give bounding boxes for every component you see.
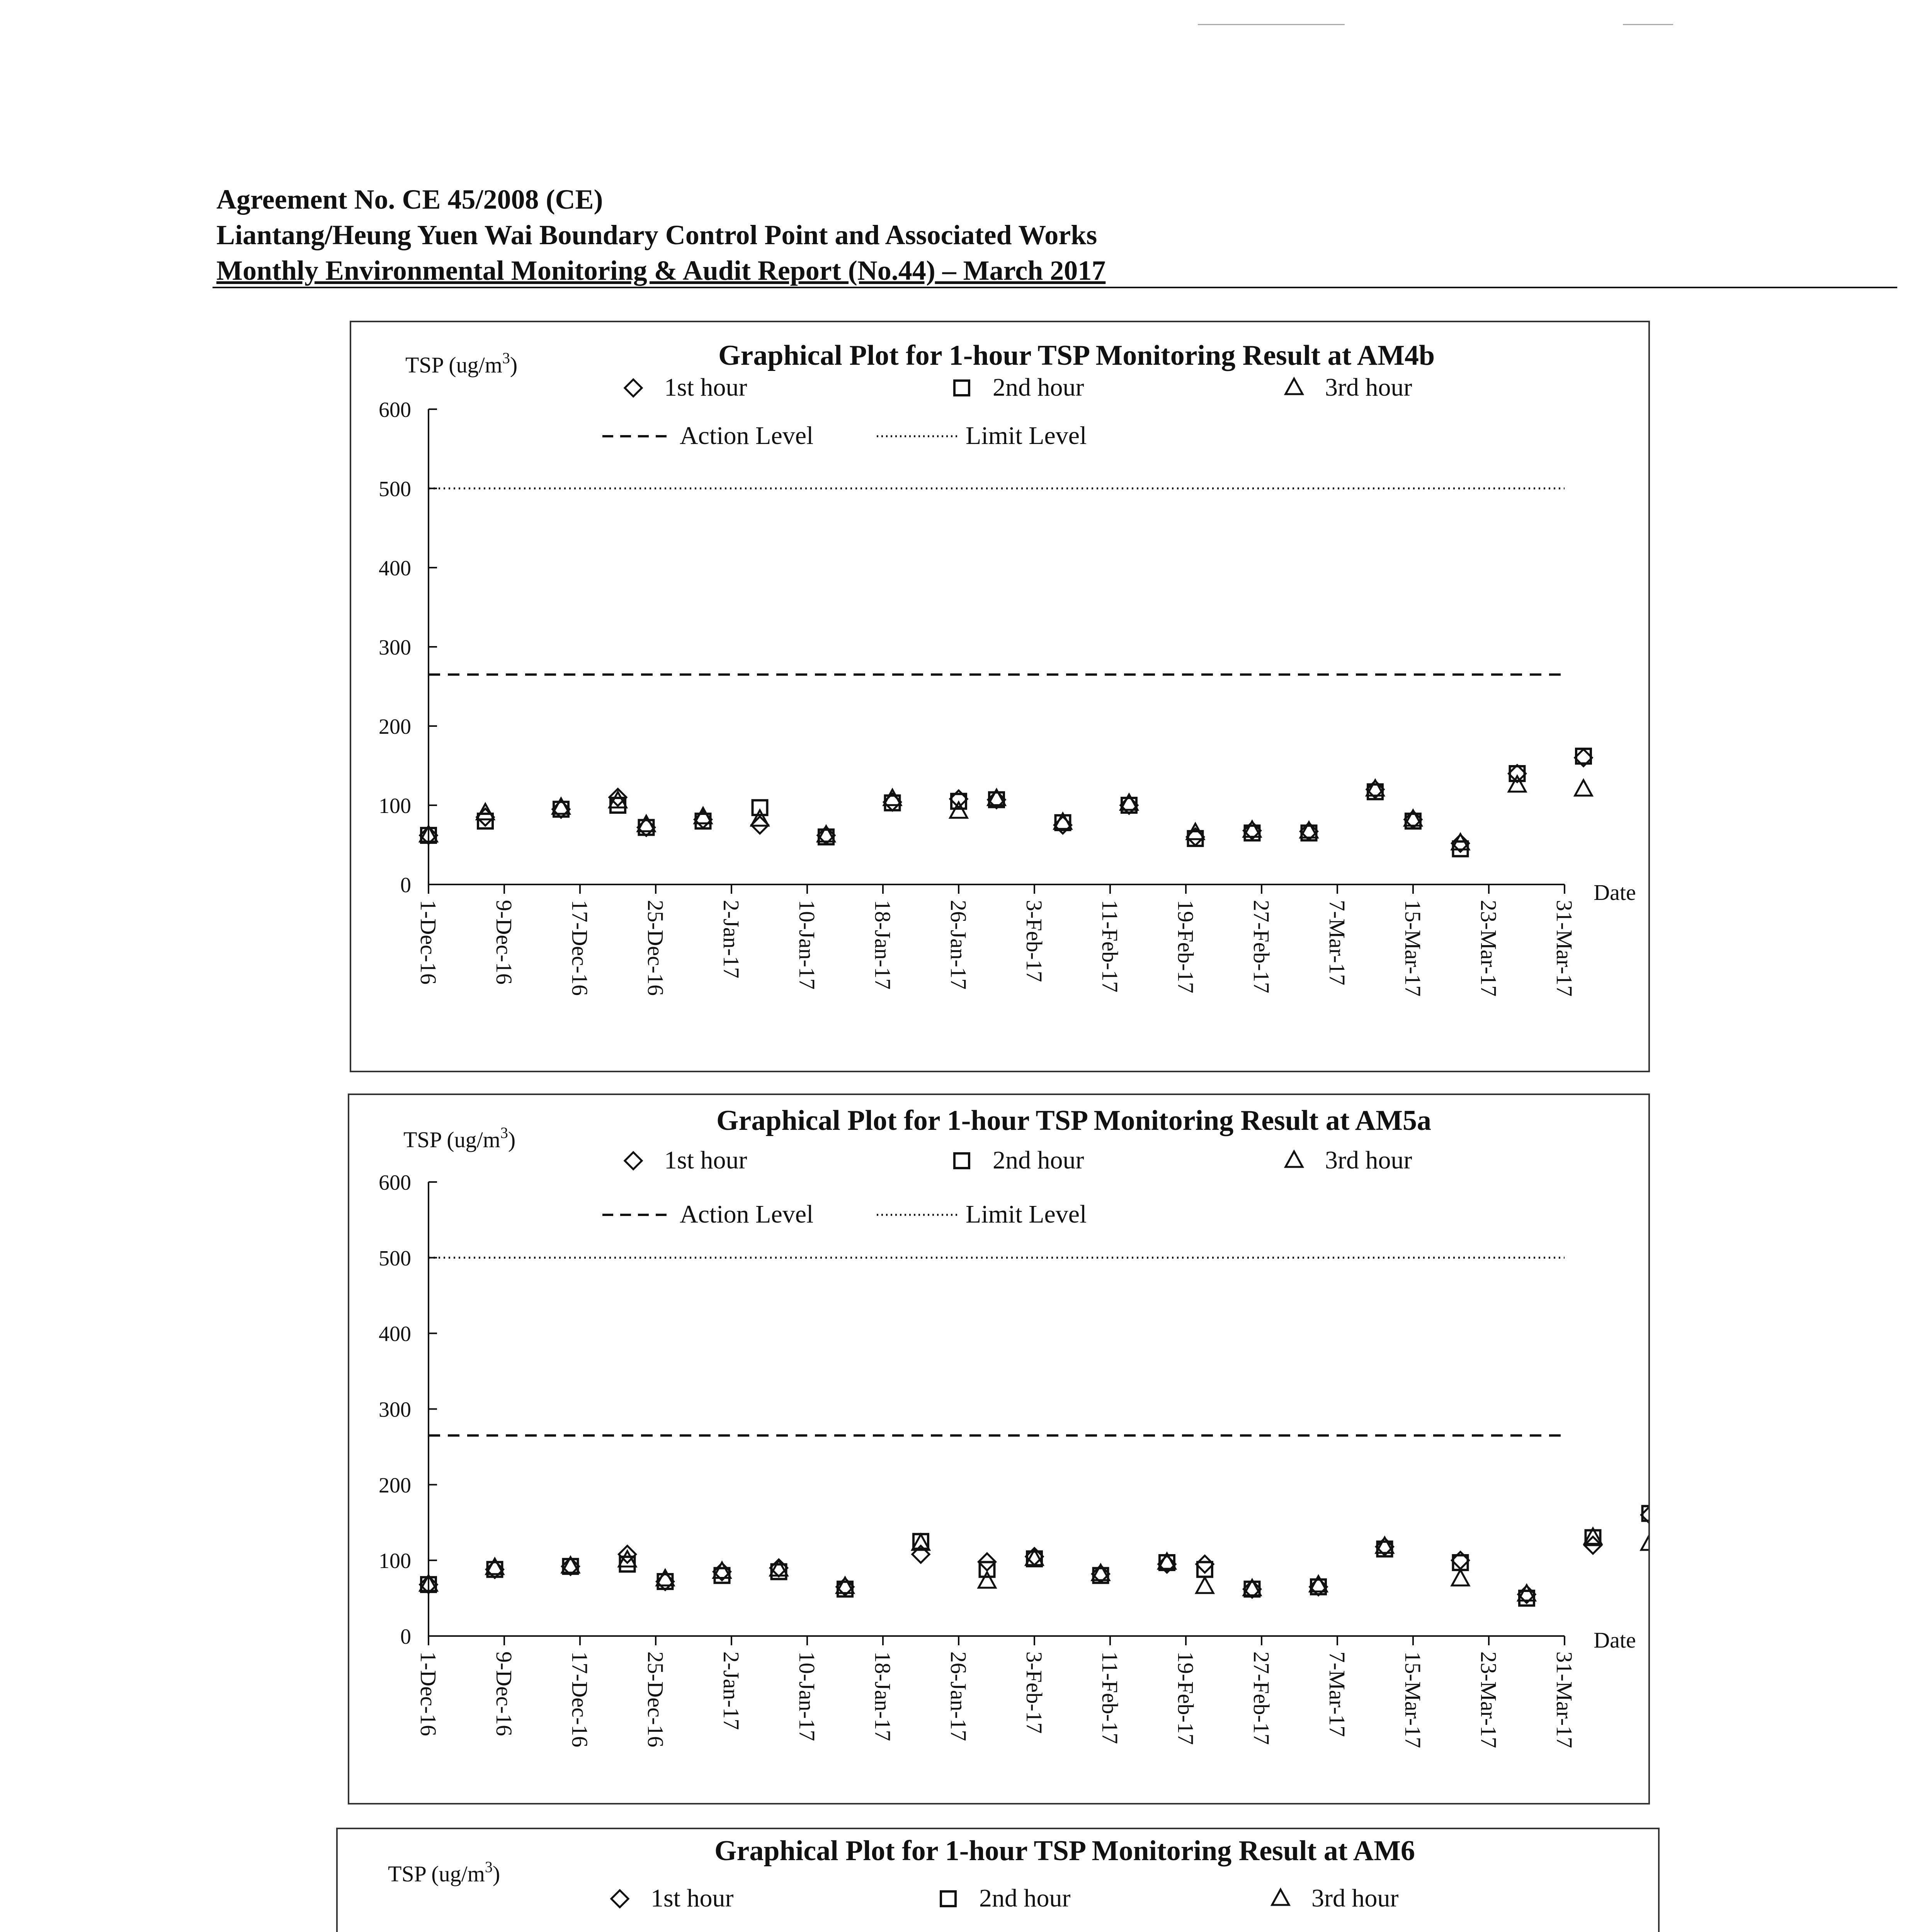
chart-title: Graphical Plot for 1-hour TSP Monitoring Result at AM6 <box>714 1835 1415 1867</box>
data-point <box>1509 765 1526 782</box>
x-tick-label: 15-Mar-17 <box>1400 900 1425 997</box>
x-tick-label: 18-Jan-17 <box>870 1651 895 1741</box>
legend-action-label: Action Level <box>680 1200 814 1228</box>
legend-label-1: 1st hour <box>664 1146 747 1174</box>
data-point <box>1510 766 1525 781</box>
y-tick-label: 200 <box>379 715 411 739</box>
x-tick-label: 17-Dec-16 <box>567 1651 592 1748</box>
report-title: Monthly Environmental Monitoring & Audit Report (No.44) – March 2017 <box>216 255 1106 286</box>
x-tick-label: 9-Dec-16 <box>492 900 517 985</box>
x-tick-label: 25-Dec-16 <box>643 900 668 996</box>
chart-svg <box>349 1095 1648 1803</box>
x-tick-label: 10-Jan-17 <box>794 1651 820 1741</box>
data-point <box>1196 1578 1213 1593</box>
chart-svg <box>338 1829 1658 1932</box>
legend-marker-2 <box>954 381 969 395</box>
agreement-number: Agreement No. CE 45/2008 (CE) <box>216 184 603 215</box>
legend-marker-1 <box>625 379 642 396</box>
header-rule <box>213 287 1897 288</box>
x-tick-label: 23-Mar-17 <box>1476 1651 1501 1748</box>
y-axis-label: TSP $(ug/m^3)$ <box>403 1124 516 1152</box>
x-tick-label: 19-Feb-17 <box>1173 900 1198 993</box>
data-point <box>1575 780 1592 796</box>
y-tick-label: 200 <box>379 1473 411 1498</box>
chart-svg <box>351 322 1648 1071</box>
legend-label-1: 1st hour <box>651 1884 734 1912</box>
series-2 <box>421 749 1591 856</box>
x-tick-label: 23-Mar-17 <box>1476 900 1501 997</box>
x-tick-label: 7-Mar-17 <box>1325 900 1350 986</box>
legend-label-2: 2nd hour <box>993 1146 1084 1174</box>
y-tick-label: 0 <box>400 1625 411 1649</box>
legend-label-2: 2nd hour <box>993 373 1084 401</box>
x-tick-label: 11-Feb-17 <box>1097 1651 1122 1744</box>
x-tick-label: 27-Feb-17 <box>1249 1651 1274 1745</box>
legend-marker-2 <box>941 1891 956 1906</box>
x-tick-label: 31-Mar-17 <box>1552 1651 1577 1748</box>
legend-marker-3 <box>1286 379 1303 394</box>
x-tick-label: 2-Jan-17 <box>719 1651 744 1730</box>
x-tick-label: 7-Mar-17 <box>1325 1651 1350 1737</box>
data-point <box>1452 1570 1469 1585</box>
data-point <box>979 1572 996 1588</box>
x-tick-label: 3-Feb-17 <box>1022 900 1047 982</box>
chart-title: Graphical Plot for 1-hour TSP Monitoring Result at AM5a <box>716 1105 1432 1136</box>
x-tick-label: 9-Dec-16 <box>492 1651 517 1736</box>
data-point <box>753 800 767 815</box>
legend-label-2: 2nd hour <box>979 1884 1071 1912</box>
data-point <box>477 809 494 826</box>
data-point <box>619 1551 636 1566</box>
legend-label-1: 1st hour <box>664 373 747 401</box>
y-tick-label: 500 <box>379 477 411 501</box>
chart-frame-am4b <box>350 321 1650 1072</box>
y-tick-label: 400 <box>379 556 411 580</box>
data-point <box>1197 1562 1212 1577</box>
data-point <box>770 1560 787 1576</box>
legend-marker-2 <box>954 1153 969 1168</box>
x-tick-label: 26-Jan-17 <box>946 1651 971 1741</box>
x-tick-label: 31-Mar-17 <box>1552 900 1577 997</box>
scan-mark <box>1198 24 1345 25</box>
chart-frame-am6 <box>336 1828 1660 1932</box>
x-tick-label: 3-Feb-17 <box>1022 1651 1047 1734</box>
legend-action-label: Action Level <box>680 422 814 450</box>
y-tick-label: 600 <box>379 398 411 422</box>
chart-frame-am5a <box>348 1094 1650 1804</box>
data-point <box>1641 1534 1649 1550</box>
y-tick-label: 600 <box>379 1171 411 1195</box>
x-axis-label: Date <box>1594 880 1636 905</box>
legend-marker-3 <box>1272 1889 1289 1905</box>
data-point <box>639 820 654 835</box>
chart-title: Graphical Plot for 1-hour TSP Monitoring Result at AM4b <box>718 340 1435 371</box>
project-title: Liantang/Heung Yuen Wai Boundary Control Point and Associated Works <box>216 219 1097 250</box>
y-axis-label: TSP $(ug/m^3)$ <box>388 1858 500 1886</box>
legend-limit-label: Limit Level <box>966 1200 1087 1228</box>
x-tick-label: 17-Dec-16 <box>567 900 592 996</box>
y-tick-label: 300 <box>379 636 411 660</box>
data-point <box>912 1534 929 1550</box>
chart-am5a <box>349 1095 1648 1803</box>
data-point <box>1196 1556 1213 1573</box>
x-tick-label: 18-Jan-17 <box>870 900 895 990</box>
x-tick-label: 27-Feb-17 <box>1249 900 1274 993</box>
legend-marker-1 <box>625 1152 642 1169</box>
y-tick-label: 300 <box>379 1398 411 1422</box>
y-tick-label: 100 <box>379 1549 411 1573</box>
x-tick-label: 10-Jan-17 <box>794 900 820 990</box>
data-point <box>1509 776 1526 792</box>
data-point <box>884 790 901 805</box>
series-2 <box>421 1506 1648 1605</box>
data-point <box>477 804 494 820</box>
y-tick-label: 0 <box>400 873 411 897</box>
x-tick-label: 1-Dec-16 <box>416 900 441 985</box>
y-axis-label: TSP $(ug/m^3)$ <box>405 349 518 378</box>
chart-am4b <box>351 322 1648 1071</box>
legend-marker-1 <box>611 1890 628 1907</box>
x-tick-label: 19-Feb-17 <box>1173 1651 1198 1745</box>
x-tick-label: 11-Feb-17 <box>1097 900 1122 993</box>
y-tick-label: 500 <box>379 1246 411 1270</box>
x-tick-label: 25-Dec-16 <box>643 1651 668 1748</box>
data-point <box>658 1574 673 1589</box>
x-tick-label: 15-Mar-17 <box>1400 1651 1425 1748</box>
report-header <box>216 182 1607 288</box>
y-tick-label: 400 <box>379 1322 411 1346</box>
scan-mark <box>1623 24 1673 25</box>
legend-label-3: 3rd hour <box>1325 373 1412 401</box>
legend-marker-3 <box>1286 1151 1303 1167</box>
x-tick-label: 2-Jan-17 <box>719 900 744 978</box>
legend-limit-label: Limit Level <box>966 422 1087 450</box>
legend-label-3: 3rd hour <box>1311 1884 1399 1912</box>
y-tick-label: 100 <box>379 794 411 818</box>
data-point <box>950 802 967 818</box>
legend-label-3: 3rd hour <box>1325 1146 1412 1174</box>
x-tick-label: 26-Jan-17 <box>946 900 971 990</box>
series-1 <box>420 749 1592 852</box>
x-axis-label: Date <box>1594 1628 1636 1653</box>
chart-am6 <box>338 1829 1658 1932</box>
x-tick-label: 1-Dec-16 <box>416 1651 441 1736</box>
